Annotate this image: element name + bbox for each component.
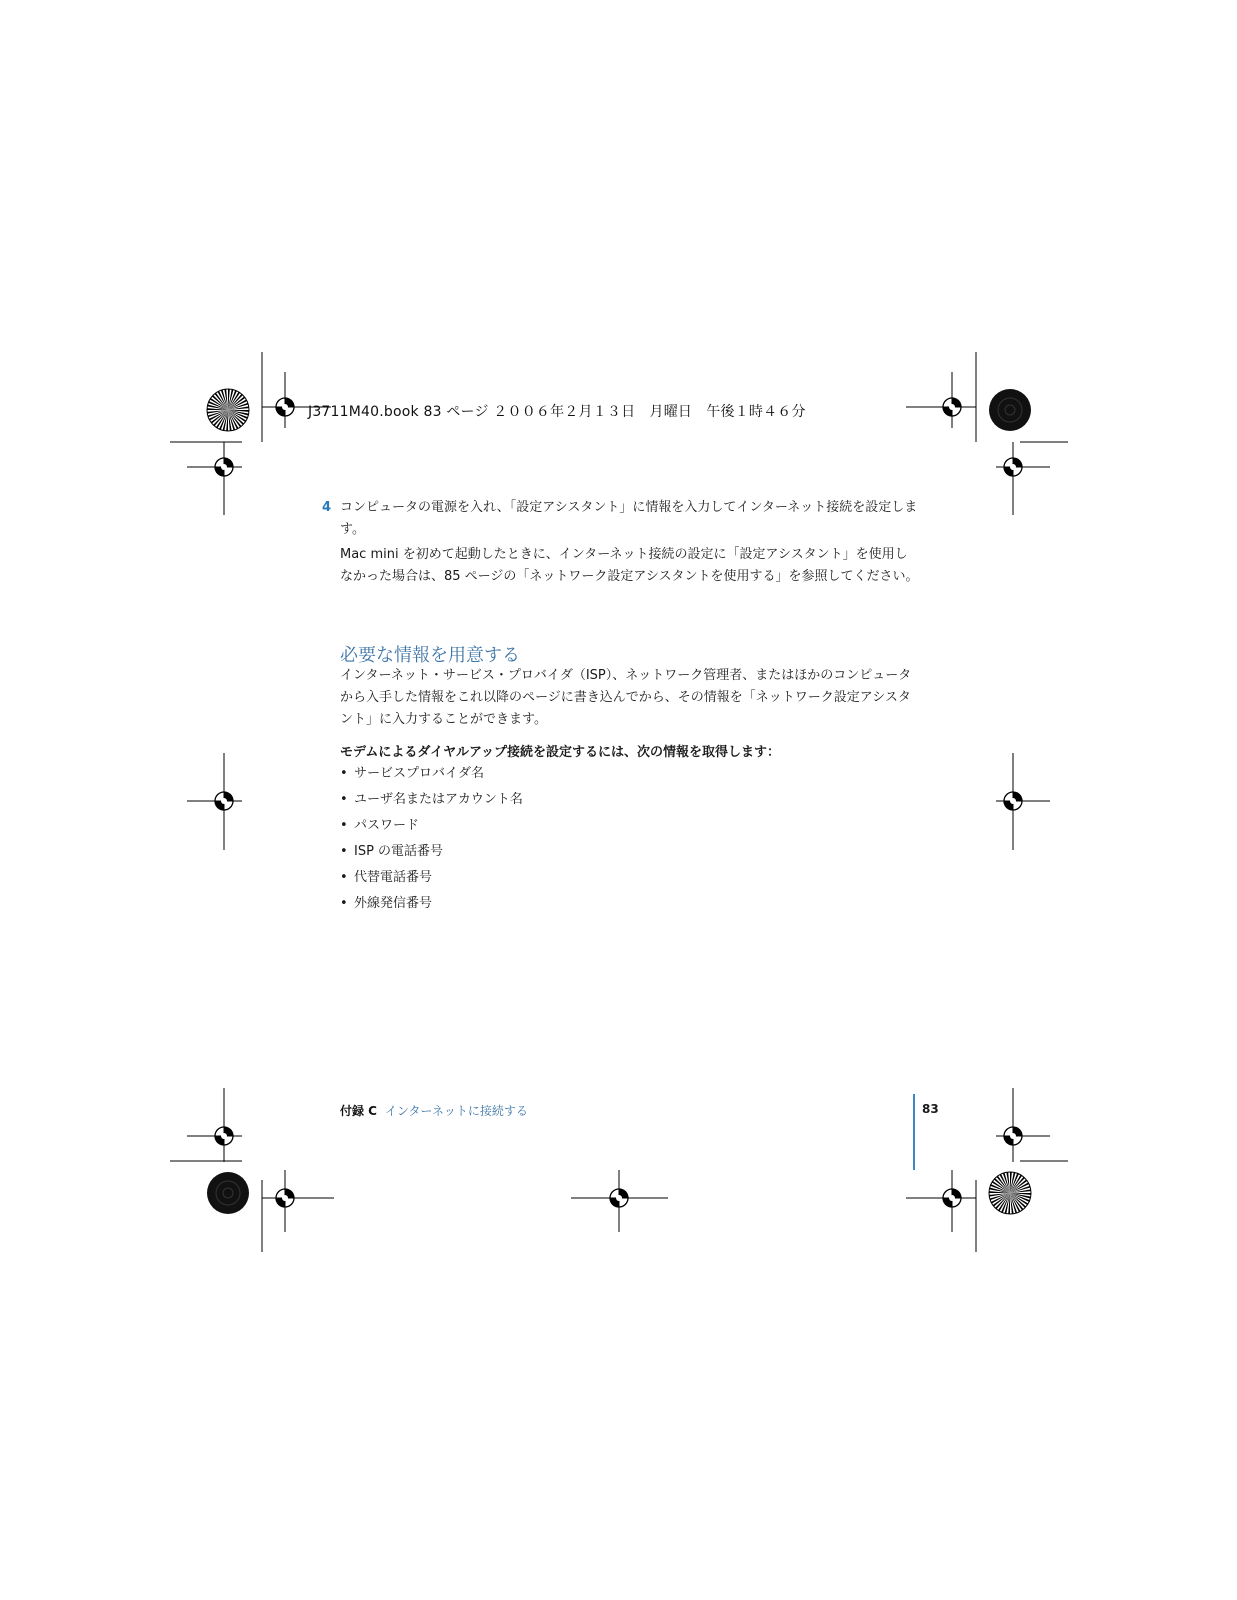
note-paragraph: Mac mini を初めて起動したときに、インターネット接続の設定に「設定アシスタント」を使用しなかった場合は、85 ページの「ネットワーク設定アシスタントを使用する」を参照してください。	[340, 547, 919, 584]
footer-title: インターネットに接続する	[385, 1104, 528, 1118]
step-text: コンピュータの電源を入れ、「設定アシスタント」に情報を入力してインターネット接続を設定します。	[340, 500, 918, 537]
step-number: 4	[322, 500, 332, 515]
list-item: • パスワード	[340, 818, 420, 833]
section-heading: 必要な情報を用意する	[340, 645, 520, 666]
list-item: • ユーザ名またはアカウント名	[340, 792, 523, 807]
list-item: • サービスプロバイダ名	[340, 766, 485, 781]
dialup-lead: モデムによるダイヤルアップ接続を設定するには、次の情報を取得します：	[340, 745, 781, 760]
list-item: • 代替電話番号	[340, 870, 433, 885]
list-item: • 外線発信番号	[340, 896, 433, 911]
step-4	[322, 497, 922, 541]
footer-label: 付録 C	[340, 1104, 377, 1118]
required-info-list	[340, 761, 523, 917]
list-item: • ISP の電話番号	[340, 844, 444, 859]
page-number: 83	[922, 1102, 939, 1116]
footer-divider	[913, 1094, 915, 1170]
slug-line: J3711M40.book 83 ページ ２００６年２月１３日 月曜日 午後１時４６分	[308, 404, 806, 420]
section-body: インターネット・サービス・プロバイダ（ISP）、ネットワーク管理者、またはほかのコンピュータから入手した情報をこれ以降のページに書き込んでから、その情報を「ネットワーク設定アシスタント」に入力することができます。	[340, 668, 912, 727]
footer-chapter	[340, 1102, 528, 1119]
